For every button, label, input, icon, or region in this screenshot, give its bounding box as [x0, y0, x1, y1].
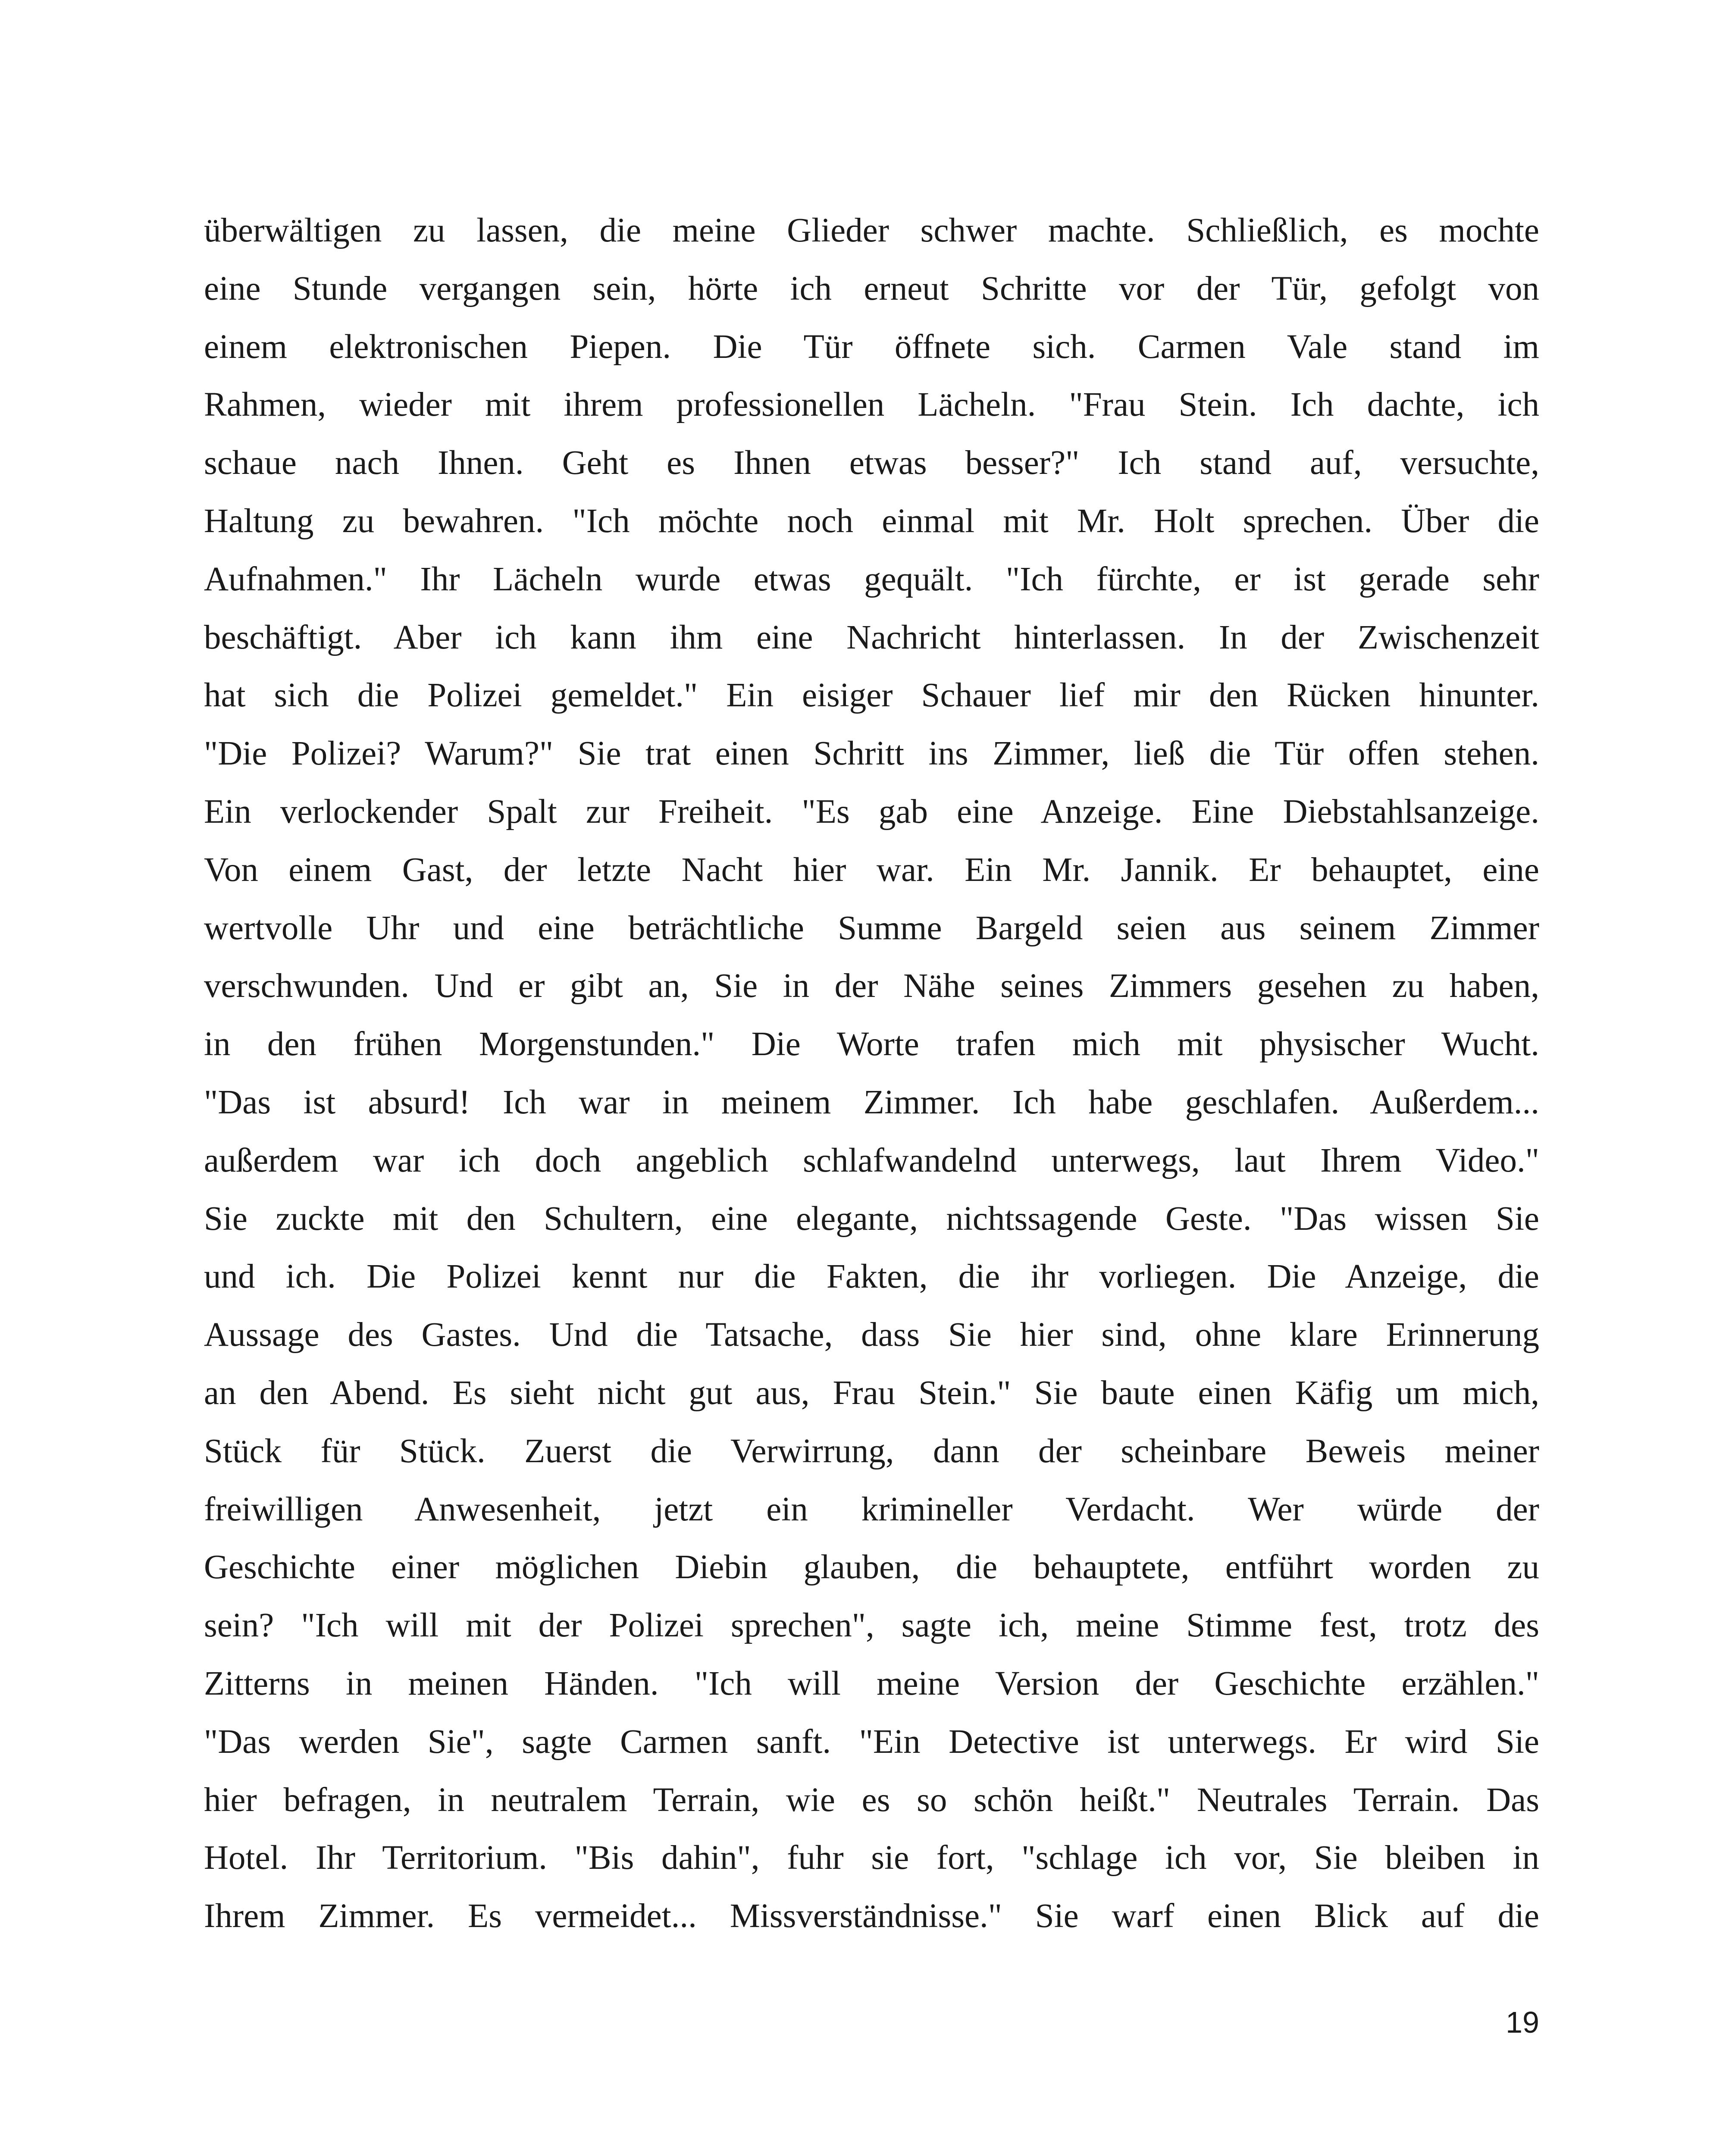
text-line: Hotel. Ihr Territorium. "Bis dahin", fuhr sie fort, "schlage ich vor, Sie bleiben in — [204, 1839, 1539, 1877]
text-line: Geschichte einer möglichen Diebin glauben, die behauptete, entführt worden zu — [204, 1548, 1539, 1586]
text-line: außerdem war ich doch angeblich schlafwandelnd unterwegs, laut Ihrem Video." — [204, 1141, 1539, 1179]
page-number: 19 — [1506, 2006, 1539, 2039]
text-line: in den frühen Morgenstunden." Die Worte trafen mich mit physischer Wucht. — [204, 1025, 1539, 1063]
text-line: Stück für Stück. Zuerst die Verwirrung, dann der scheinbare Beweis meiner — [204, 1432, 1539, 1470]
text-line: und ich. Die Polizei kennt nur die Fakten, die ihr vorliegen. Die Anzeige, die — [204, 1258, 1539, 1296]
text-line: wertvolle Uhr und eine beträchtliche Summe Bargeld seien aus seinem Zimmer — [204, 909, 1539, 947]
text-line: überwältigen zu lassen, die meine Glieder schwer machte. Schließlich, es mochte — [204, 212, 1539, 249]
text-line: Aufnahmen." Ihr Lächeln wurde etwas gequält. "Ich fürchte, er ist gerade sehr — [204, 560, 1539, 598]
text-line: an den Abend. Es sieht nicht gut aus, Frau Stein." Sie baute einen Käfig um mich, — [204, 1374, 1539, 1412]
text-line: hat sich die Polizei gemeldet." Ein eisiger Schauer lief mir den Rücken hinunter. — [204, 677, 1539, 714]
text-line: verschwunden. Und er gibt an, Sie in der Nähe seines Zimmers gesehen zu haben, — [204, 967, 1539, 1005]
text-line: "Die Polizei? Warum?" Sie trat einen Schritt ins Zimmer, ließ die Tür offen stehen. — [204, 735, 1539, 773]
text-line: Ihrem Zimmer. Es vermeidet... Missverständnisse." Sie warf einen Blick auf die — [204, 1897, 1539, 1935]
text-line: schaue nach Ihnen. Geht es Ihnen etwas besser?" Ich stand auf, versuchte, — [204, 444, 1539, 482]
text-line: einem elektronischen Piepen. Die Tür öffnete sich. Carmen Vale stand im — [204, 328, 1539, 366]
text-line: beschäftigt. Aber ich kann ihm eine Nachricht hinterlassen. In der Zwischenzeit — [204, 618, 1539, 656]
text-line: "Das ist absurd! Ich war in meinem Zimmer. Ich habe geschlafen. Außerdem... — [204, 1083, 1539, 1121]
text-line: Ein verlockender Spalt zur Freiheit. "Es gab eine Anzeige. Eine Diebstahlsanzeige. — [204, 793, 1539, 830]
text-line: sein? "Ich will mit der Polizei sprechen", sagte ich, meine Stimme fest, trotz des — [204, 1607, 1539, 1645]
text-line: Aussage des Gastes. Und die Tatsache, dass Sie hier sind, ohne klare Erinnerung — [204, 1316, 1539, 1354]
text-line: Zitterns in meinen Händen. "Ich will meine Version der Geschichte erzählen." — [204, 1664, 1539, 1702]
text-line: hier befragen, in neutralem Terrain, wie es so schön heißt." Neutrales Terrain. Das — [204, 1781, 1539, 1819]
body-text — [204, 202, 1539, 1946]
text-line: Haltung zu bewahren. "Ich möchte noch einmal mit Mr. Holt sprechen. Über die — [204, 502, 1539, 540]
text-line: freiwilligen Anwesenheit, jetzt ein krimineller Verdacht. Wer würde der — [204, 1490, 1539, 1528]
text-line: "Das werden Sie", sagte Carmen sanft. "Ein Detective ist unterwegs. Er wird Sie — [204, 1723, 1539, 1761]
text-line: Sie zuckte mit den Schultern, eine elegante, nichtssagende Geste. "Das wissen Sie — [204, 1200, 1539, 1238]
text-line: eine Stunde vergangen sein, hörte ich erneut Schritte vor der Tür, gefolgt von — [204, 270, 1539, 307]
text-line: Von einem Gast, der letzte Nacht hier war. Ein Mr. Jannik. Er behauptet, eine — [204, 851, 1539, 889]
text-line: Rahmen, wieder mit ihrem professionellen Lächeln. "Frau Stein. Ich dachte, ich — [204, 386, 1539, 424]
